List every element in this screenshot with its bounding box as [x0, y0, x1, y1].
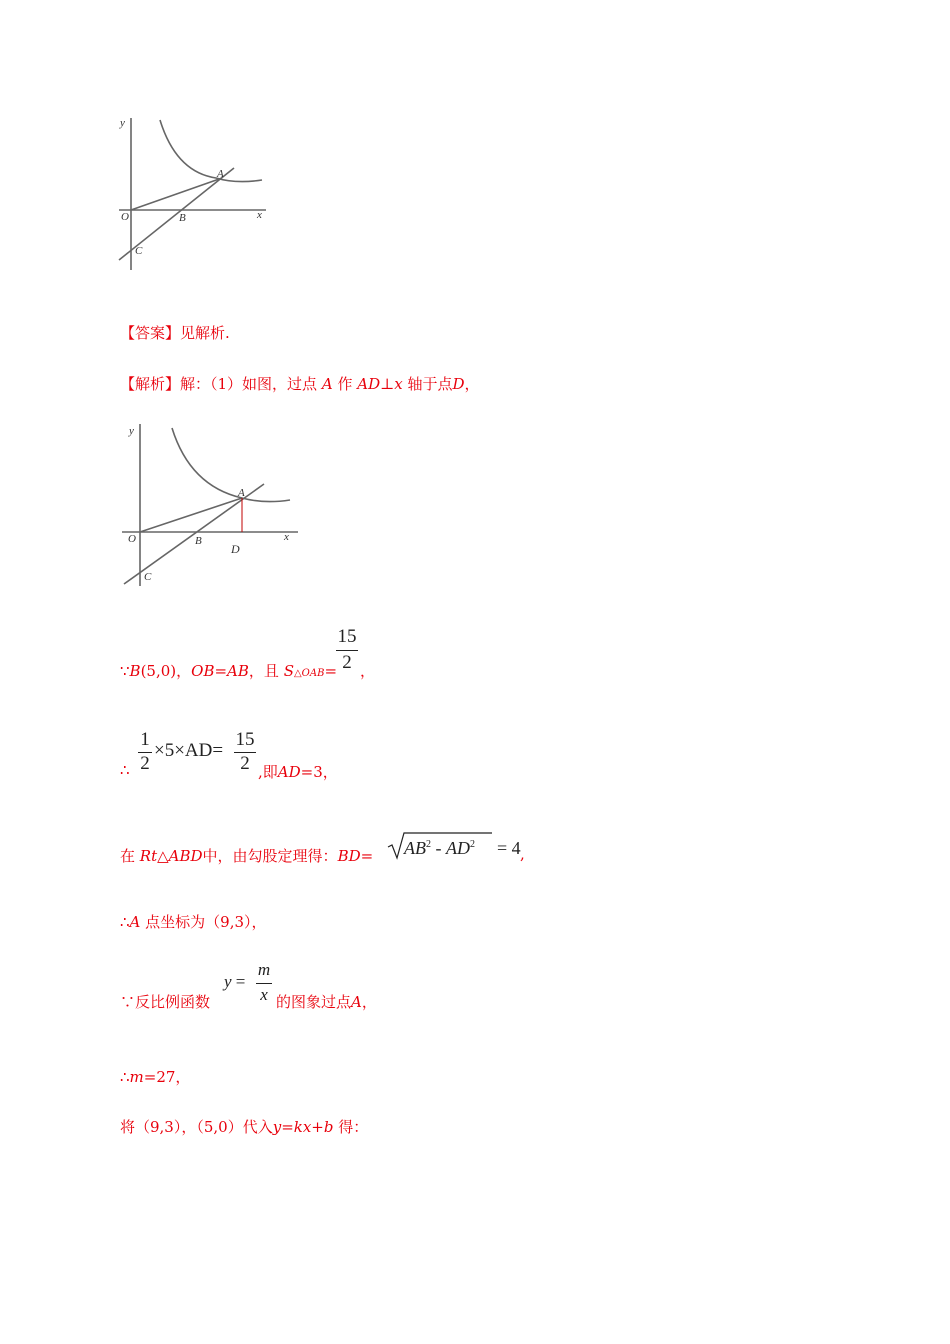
- step7-line: [120, 1116, 368, 1137]
- step5-tail2: ，: [361, 993, 377, 1011]
- figure-graph-2: [118, 418, 304, 590]
- line-oa: [140, 498, 242, 532]
- m-over-x-bar: [256, 983, 272, 984]
- label-c: C: [135, 245, 143, 257]
- segment-bd: BD=: [337, 847, 374, 865]
- step6-line: [120, 1066, 190, 1087]
- analysis-end: ，: [464, 375, 480, 393]
- step3-mid: 中，由勾股定理得：: [202, 847, 338, 865]
- step2-therefore: [120, 761, 130, 779]
- half-denominator: 2: [140, 753, 150, 774]
- answer-text: 见解析.: [180, 324, 230, 342]
- segment-ob: OB: [191, 662, 215, 680]
- label-a: A: [238, 487, 245, 499]
- point-a: A: [351, 993, 362, 1011]
- step5-tail: [276, 991, 377, 1012]
- label-y: y: [120, 117, 125, 129]
- radicand: [404, 838, 475, 859]
- var-y: y: [224, 972, 232, 991]
- step3-comma: ,: [520, 845, 525, 863]
- fraction-numerator: 15: [337, 626, 357, 647]
- segment-ad: AD: [357, 375, 381, 393]
- segment-ab: =AB: [214, 662, 249, 680]
- product-expression: ×5×AD=: [154, 740, 224, 761]
- analysis-line: [120, 373, 480, 394]
- fraction-denominator: 2: [342, 652, 352, 673]
- var-x: x: [260, 985, 268, 1004]
- perp-symbol: ⊥: [380, 375, 395, 393]
- label-o: O: [121, 211, 129, 223]
- half-numerator: 1: [140, 729, 150, 750]
- point-a: A: [321, 375, 333, 393]
- linear-expression: y=kx+b: [272, 1118, 334, 1136]
- hyperbola-curve: [160, 120, 262, 182]
- step6-text: =27，: [143, 1068, 191, 1086]
- var-m: m: [129, 1068, 144, 1086]
- analysis-mid1: 作: [337, 375, 353, 393]
- radicand-ad: AD: [446, 838, 470, 858]
- area-subscript: △OAB: [293, 668, 325, 679]
- label-d: D: [231, 542, 240, 556]
- square-1: 2: [426, 839, 431, 850]
- analysis-mid2: 轴于点: [407, 375, 453, 393]
- label-y: y: [129, 425, 134, 437]
- label-x: x: [284, 531, 289, 543]
- label-x: x: [257, 209, 262, 221]
- fraction-bar: [336, 650, 358, 651]
- area-s: S: [283, 662, 294, 680]
- segment-ad: AD: [277, 763, 301, 781]
- analysis-lead: 解：（1）如图，过点: [180, 375, 318, 393]
- step5-lead: ∵反比例函数: [120, 993, 211, 1011]
- step7-lead: 将（9,3），（5,0）代入: [120, 1118, 273, 1136]
- step4-text: 点坐标为（9,3），: [145, 913, 267, 931]
- function-y: [224, 972, 245, 992]
- line-oa: [131, 178, 222, 210]
- step2-tail1: ,即: [258, 763, 278, 781]
- answer-line: [120, 322, 230, 343]
- step2-tail2: =3，: [300, 763, 338, 781]
- point-d: D: [452, 375, 465, 393]
- step1-comma: ，: [360, 662, 376, 680]
- step2-tail: [258, 761, 338, 782]
- point-b: B: [129, 662, 141, 680]
- line-bc: [124, 484, 264, 584]
- step7-tail: 得：: [338, 1118, 369, 1136]
- step3-tail: [520, 845, 525, 863]
- therefore-symbol: ∴: [120, 913, 130, 931]
- rhs-numerator: 15: [235, 729, 255, 750]
- step1-line: [120, 660, 337, 681]
- figure-graph-1: [116, 112, 276, 272]
- answer-tag: 【答案】: [120, 324, 181, 342]
- therefore-symbol: ∴: [120, 1068, 130, 1086]
- label-o: O: [128, 533, 136, 545]
- step3-lead: 在: [120, 847, 136, 865]
- axis-x: x: [394, 375, 403, 393]
- equals: =: [324, 662, 338, 680]
- step5-line: [120, 991, 210, 1012]
- label-a: A: [217, 168, 224, 180]
- step3-line: [120, 845, 373, 866]
- triangle-abd: Rt△ABD: [139, 847, 203, 865]
- step1-tail: [360, 660, 375, 681]
- fraction-15-2: [336, 626, 358, 648]
- radicand-ab: AB: [404, 838, 426, 858]
- step5-tail1: 的图象过点: [276, 993, 352, 1011]
- label-c: C: [144, 571, 152, 583]
- label-b: B: [179, 212, 186, 224]
- therefore-symbol: ∴: [120, 761, 130, 779]
- square-2: 2: [470, 839, 475, 850]
- label-b: B: [195, 535, 202, 547]
- sqrt-result: = 4: [497, 838, 521, 858]
- analysis-tag: 【解析】: [120, 375, 181, 393]
- step4-line: [120, 911, 267, 932]
- hyperbola-curve: [172, 428, 290, 502]
- minus-sign: -: [431, 838, 446, 858]
- because-symbol: ∵: [120, 662, 130, 680]
- rhs-denominator: 2: [240, 753, 250, 774]
- var-m: m: [257, 960, 271, 979]
- and-text: ，且: [248, 662, 279, 680]
- fraction-denominator-wrap: [336, 652, 358, 674]
- point-b-coord: (5,0)，: [140, 662, 192, 680]
- point-a: A: [129, 913, 141, 931]
- equals: =: [231, 972, 246, 991]
